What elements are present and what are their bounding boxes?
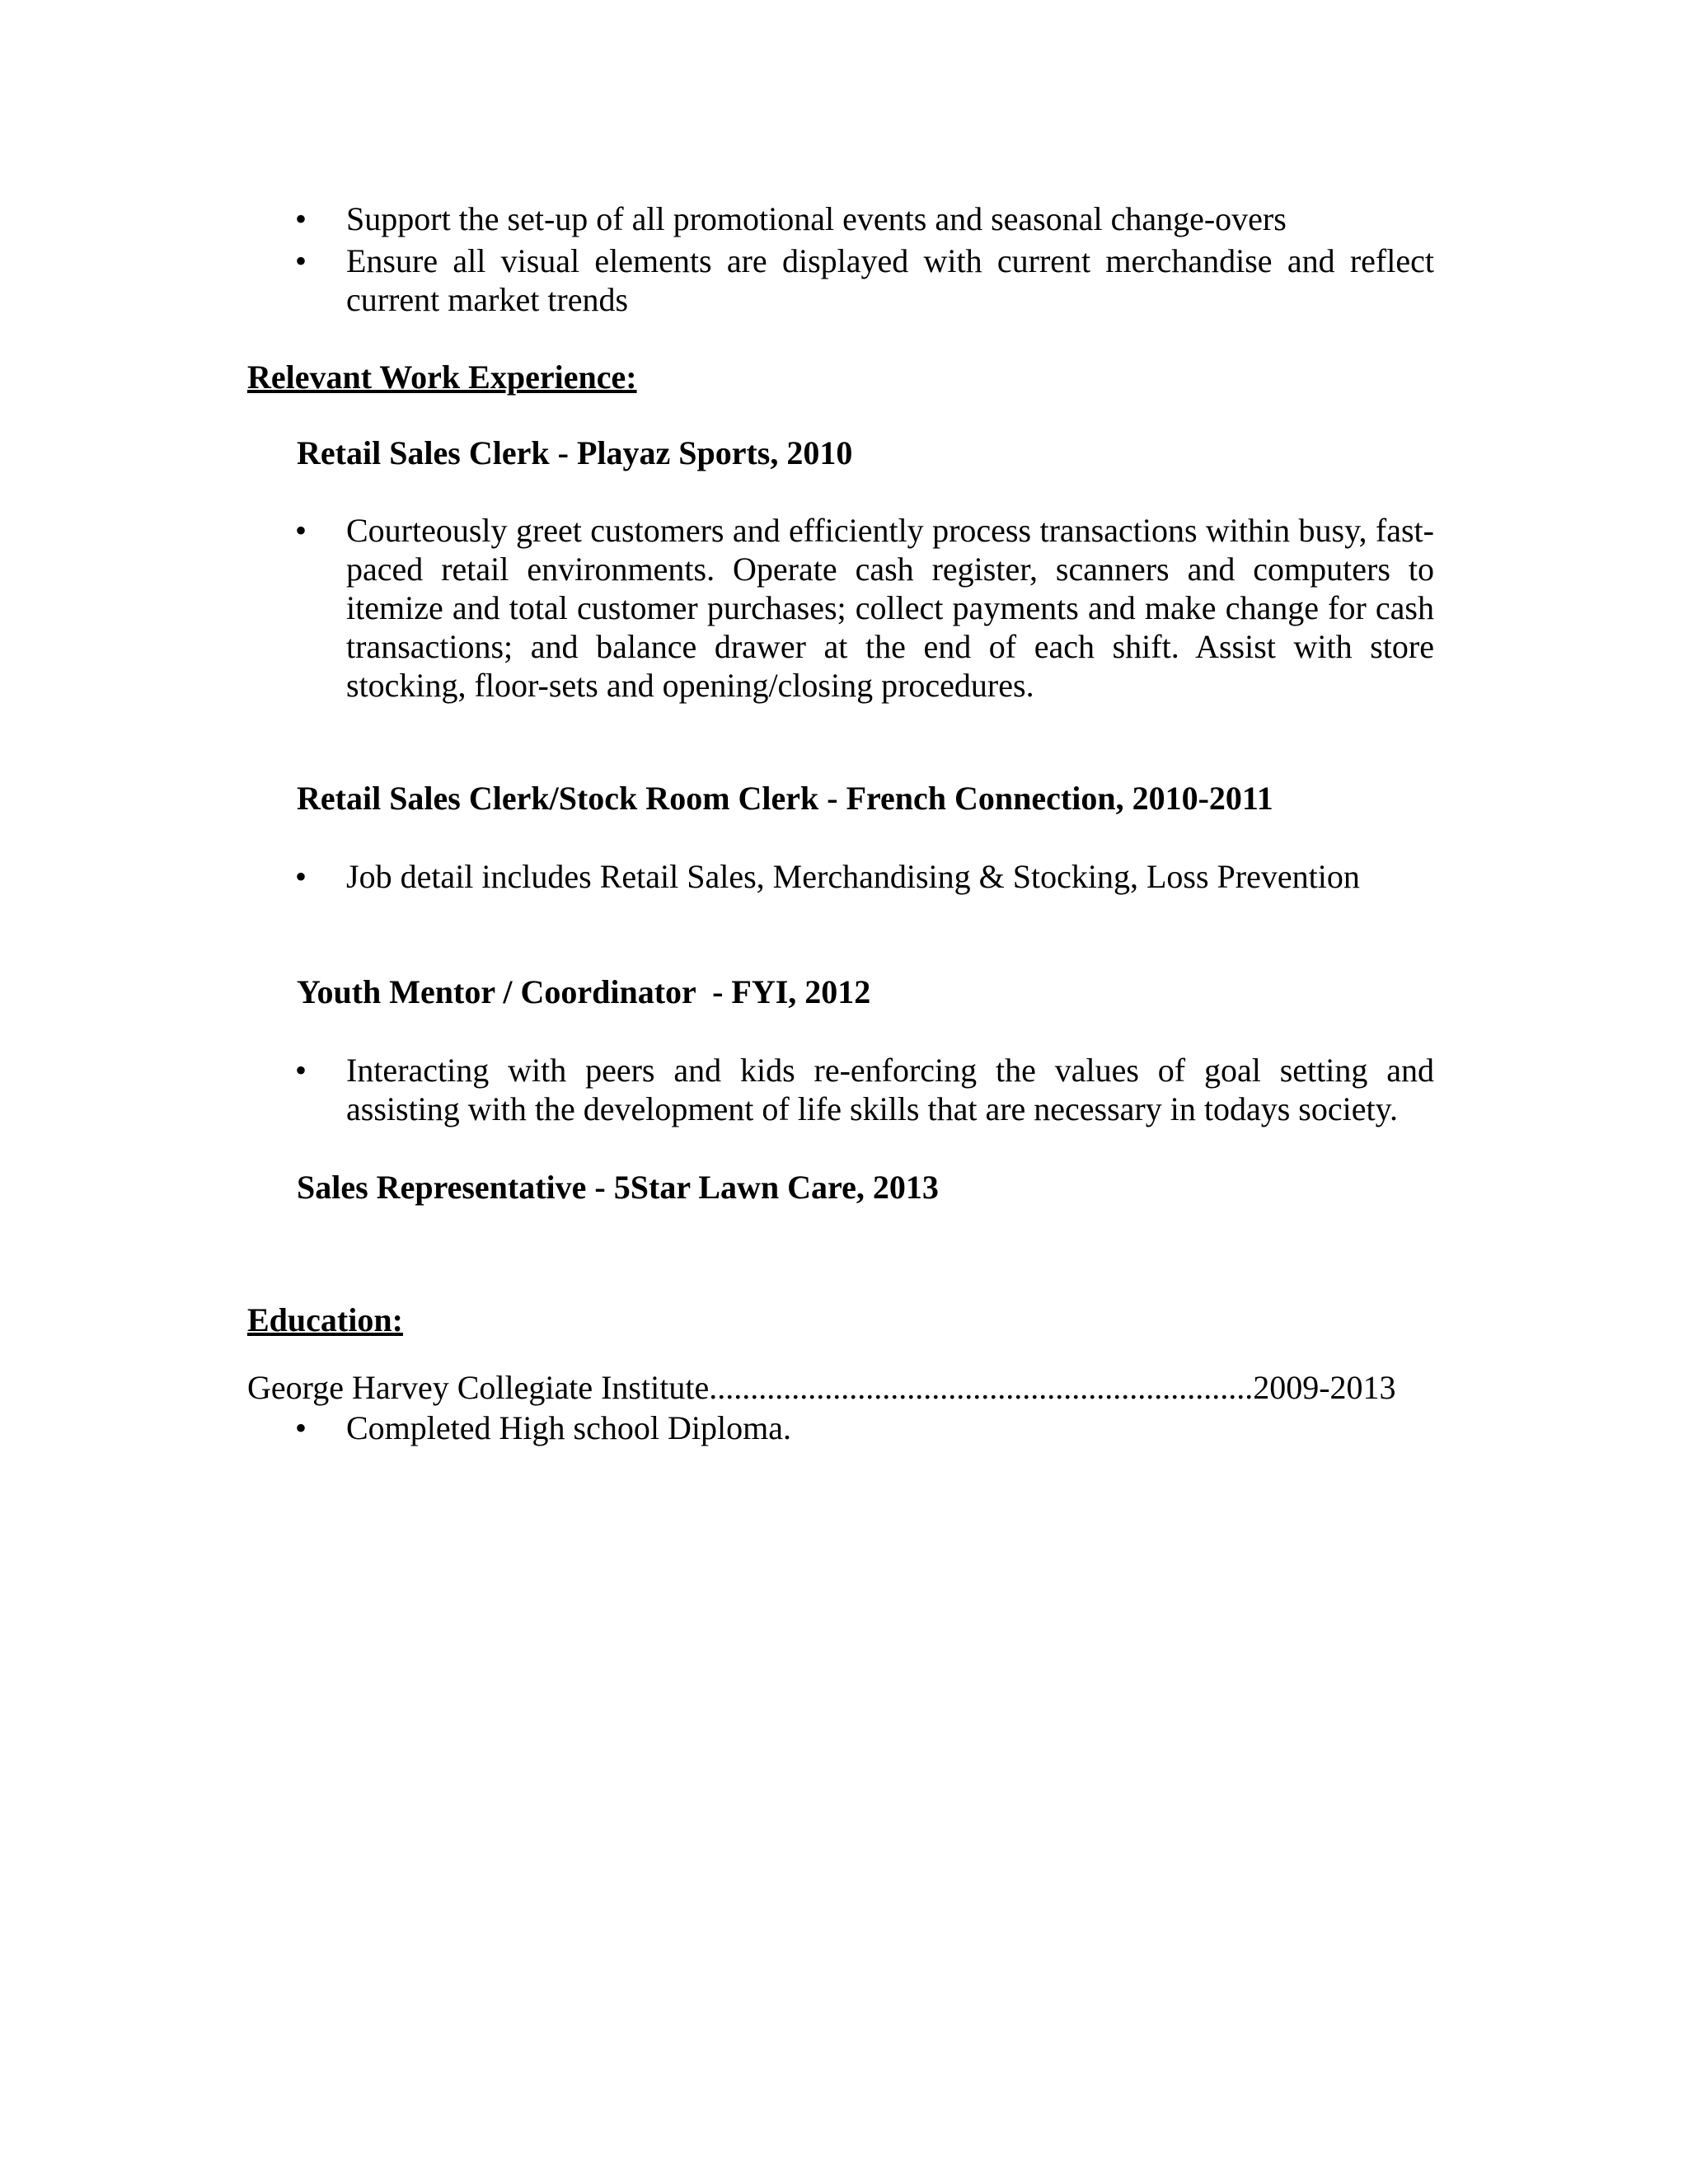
job-title-french-connection: Retail Sales Clerk/Stock Room Clerk - French Connection, 2010-2011 (297, 780, 1273, 817)
dot-leader: .................................................................. (709, 1369, 1254, 1406)
bullet-icon: • (295, 1052, 307, 1089)
education-years: 2009-2013 (1253, 1369, 1396, 1406)
bullet-text: Support the set-up of all promotional events and seasonal change-overs (346, 200, 1287, 237)
skills-bullet-list (247, 199, 1434, 322)
bullet-text: Ensure all visual elements are displayed with current merchandise and reflect current market trends (346, 242, 1434, 318)
job-title-fyi: Youth Mentor / Coordinator - FYI, 2012 (297, 973, 871, 1010)
job-bullets-fyi (247, 1051, 1434, 1132)
job-title-5star: Sales Representative - 5Star Lawn Care, 2013 (297, 1169, 939, 1206)
bullet-text: Completed High school Diploma. (346, 1409, 791, 1446)
bullet-icon: • (295, 858, 307, 895)
list-item (247, 1051, 1434, 1128)
experience-heading: Relevant Work Experience: (247, 359, 637, 396)
education-bullets (247, 1408, 1434, 1451)
bullet-icon: • (295, 512, 307, 549)
list-item (247, 241, 1434, 319)
bullet-text: Courteously greet customers and efficiently process transactions within busy, fast-paced retail environments. Operate cash register, scanners and computers to itemize and total customer purchases; collect payments and make change for cash transactions; and balance drawer at the end of each shift. Assist with store stocking, floor-sets and opening/closing procedures. (346, 512, 1434, 704)
education-entry (247, 1368, 1434, 1407)
list-item (247, 199, 1434, 238)
bullet-icon: • (295, 200, 307, 237)
job-bullets-playaz (247, 511, 1434, 708)
job-title-playaz: Retail Sales Clerk - Playaz Sports, 2010 (297, 434, 853, 471)
bullet-text: Job detail includes Retail Sales, Merchandising & Stocking, Loss Prevention (346, 858, 1360, 895)
bullet-icon: • (295, 1409, 307, 1446)
bullet-text: Interacting with peers and kids re-enforcing the values of goal setting and assisting with the development of life skills that are necessary in todays society. (346, 1052, 1434, 1127)
job-bullets-french-connection (247, 857, 1434, 899)
list-item (247, 857, 1434, 896)
list-item (247, 1408, 1434, 1447)
bullet-icon: • (295, 242, 307, 279)
school-name: George Harvey Collegiate Institute (247, 1369, 710, 1406)
education-heading: Education: (247, 1301, 403, 1338)
list-item (247, 511, 1434, 705)
